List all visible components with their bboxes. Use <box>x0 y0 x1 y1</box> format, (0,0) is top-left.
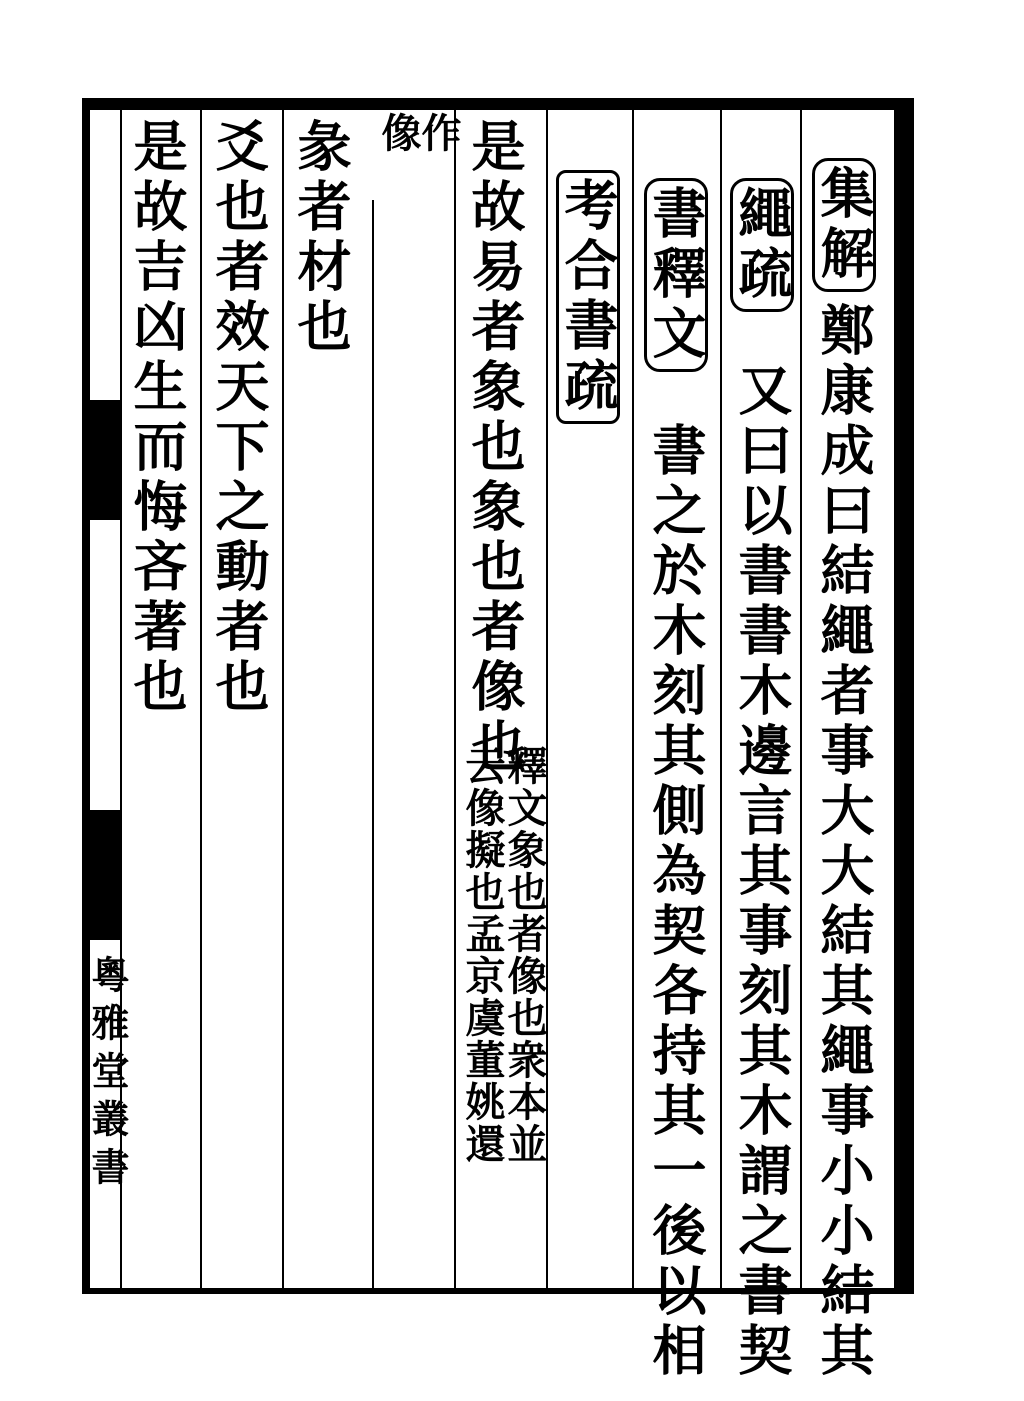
text-column-6b: 像 <box>375 112 422 154</box>
text-column-5 <box>463 118 527 778</box>
text-column-8 <box>207 118 271 718</box>
fishtail-mark <box>82 810 120 940</box>
text-column-4 <box>556 170 620 434</box>
column-rule <box>200 110 202 1294</box>
text-column-3 <box>644 178 708 1382</box>
text-column-7 <box>289 118 353 358</box>
column-rule <box>632 110 634 1294</box>
column-rule <box>454 110 456 1294</box>
text-column-2 <box>730 178 794 1382</box>
column-text: 是故吉凶生而悔吝著也 <box>125 118 189 718</box>
heading-label: 集解 <box>812 158 876 292</box>
column-text: 又曰以書書木邊言其事刻其木謂之書契 <box>730 362 794 1382</box>
column-rule <box>720 110 722 1294</box>
annotation-line-a: 釋文象也者像也衆本並 <box>501 745 548 1165</box>
text-column-6a: 作 <box>415 112 462 154</box>
heading-label: 考合書疏 <box>556 170 620 424</box>
publisher-imprint: 粵雅堂叢書 <box>85 955 130 1195</box>
column-text: 鄭康成曰結繩者事大大結其繩事小小結其 <box>812 302 876 1382</box>
page-frame-right-border <box>894 98 914 1294</box>
column-text: 爻也者效天下之動者也 <box>207 118 271 718</box>
column-rule <box>372 200 374 1294</box>
text-column-9 <box>125 118 189 718</box>
annotation-line-b: 云像擬也孟京虞董姚還 <box>459 745 506 1165</box>
column-text: 是故易者象也象也者像也 <box>463 118 527 778</box>
fishtail-mark <box>82 400 120 520</box>
text-column-1 <box>812 158 876 1382</box>
heading-label: 繩疏 <box>730 178 794 312</box>
column-rule <box>800 110 802 1294</box>
heading-label: 書釋文 <box>644 178 708 372</box>
column-rule <box>282 110 284 1294</box>
column-text: 彖者材也 <box>289 118 353 358</box>
column-text: 書之於木刻其側為契各持其一後以相 <box>644 422 708 1382</box>
